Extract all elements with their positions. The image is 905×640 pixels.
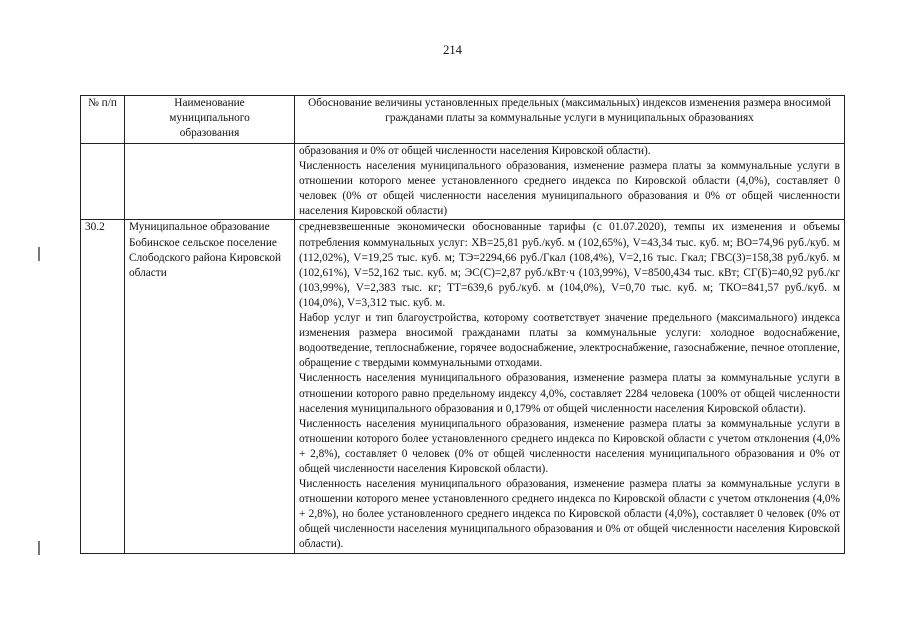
table-header-row [81, 96, 845, 144]
header-name: Наименование муниципального образования [125, 96, 295, 144]
page-number: 214 [443, 43, 462, 57]
tariff-basis-table [80, 95, 845, 554]
margin-mark [38, 541, 40, 555]
basis-paragraph: средневзвешенные экономически обоснованные тарифы (с 01.07.2020), темпы их изменения и объемы потребления коммунальных услуг: ХВ=25,81 руб./куб. м (102,65%), V=43,34 тыс. куб. м; ВО=74,96 руб./куб. м (112,02%), V=19,25 тыс. куб. м; ТЭ=2294,66 руб./Гкал (108,4%), V=2,16 тыс. Гкал; ГВС(З)=158,38 руб./куб. м (102,61%), V=52,162 тыс. куб. м; ЭС(С)=2,87 руб./кВт·ч (103,99%), V=8500,434 тыс. кВт; СГ(Б)=40,92 руб./кг (103,99%), V=2,383 тыс. кг; ТТ=639,6 руб./куб. м (104,0%), V=0,70 тыс. куб. м; ТКО=841,57 руб./куб. м (104,0%), V=3,312 тыс. куб. м. [299, 221, 840, 309]
cont-num-cell [81, 144, 125, 220]
basis-paragraph: Численность населения муниципального образования, изменение размера платы за коммунальные услуги в отношении которого равно предельному индексу 4,0%, составляет 2284 человека (100% от общей численности населения муниципального образования и 0,179% от общей численности населения Кировской области). [299, 372, 840, 415]
margin-mark [38, 247, 40, 261]
table-row [81, 220, 845, 553]
cont-paragraph: образования и 0% от общей численности населения Кировской области). [299, 145, 651, 157]
row-basis-cell [295, 220, 845, 553]
cont-basis-cell [295, 144, 845, 220]
cont-paragraph: Численность населения муниципального образования, изменение размера платы за коммунальные услуги в отношении которого менее установленного среднего индекса по Кировской области (4,0%), составляет 0 человек (0% от общей численности населения муниципального образования и 0% от общей численности населения Кировской области) [299, 160, 840, 218]
basis-paragraph: Численность населения муниципального образования, изменение размера платы за коммунальные услуги в отношении которого более установленного среднего индекса по Кировской области с учетом отклонения (4,0% + 2,8%), составляет 0 человек (0% от общей численности населения муниципального образования и 0% от общей численности населения Кировской области). [299, 417, 840, 475]
row-name-cell: Муниципальное образование Бобинское сельское поселение Слободского района Кировской области [125, 220, 295, 553]
basis-paragraph: Набор услуг и тип благоустройства, которому соответствует значение предельного (максимального) индекса изменения размера вносимой гражданами платы за коммунальные услуги: холодное водоснабжение, водоотведение, теплоснабжение, горячее водоснабжение, электроснабжение, газоснабжение, печное отопление, обращение с твердыми коммунальными отходами. [299, 312, 840, 370]
header-basis: Обоснование величины установленных предельных (максимальных) индексов изменения размера вносимой гражданами платы за коммунальные услуги в муниципальных образованиях [295, 96, 845, 144]
table-row [81, 144, 845, 220]
header-num: № п/п [81, 96, 125, 144]
row-num-cell: 30.2 [81, 220, 125, 553]
basis-paragraph: Численность населения муниципального образования, изменение размера платы за коммунальные услуги в отношении которого менее установленного среднего индекса по Кировской области с учетом отклонения (4,0% + 2,8%), но более установленного среднего индекса по Кировской области (4,0%), составляет 0 человек (0% от общей численности населения муниципального образования и 0% от общей численности населения Кировской области). [299, 478, 840, 551]
cont-name-cell [125, 144, 295, 220]
